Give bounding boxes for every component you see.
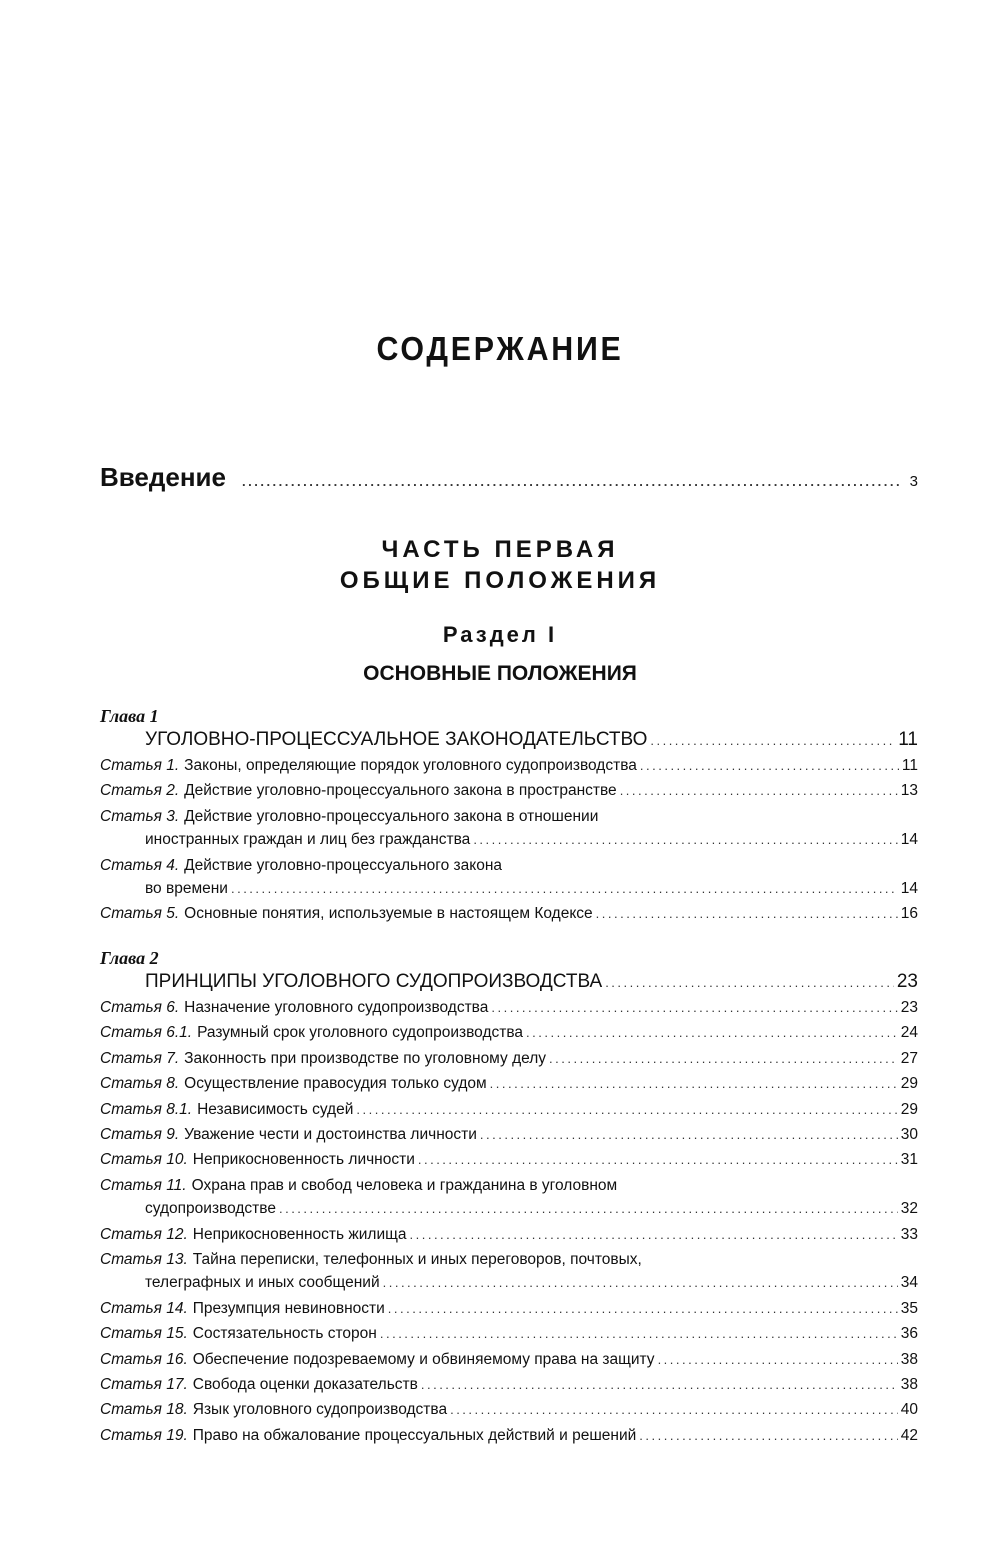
article-title-continuation: иностранных граждан и лиц без гражданства bbox=[145, 831, 471, 849]
article-title: Действие уголовно-процессуального закона в пространстве bbox=[184, 782, 617, 800]
dot-leader bbox=[279, 1201, 898, 1216]
article-title-continuation: телеграфных и иных сообщений bbox=[145, 1274, 380, 1292]
article-entry[interactable] bbox=[100, 757, 918, 775]
page-number: 11 bbox=[901, 757, 918, 774]
section-title: ОСНОВНЫЕ ПОЛОЖЕНИЯ bbox=[363, 662, 637, 685]
page-number: 38 bbox=[900, 1350, 918, 1368]
article-entry[interactable] bbox=[100, 1300, 918, 1318]
article-entry[interactable] bbox=[100, 1101, 918, 1119]
article-number: Статья 4. bbox=[100, 856, 180, 874]
article-title: Тайна переписки, телефонных и иных переговоров, почтовых, bbox=[192, 1251, 642, 1268]
article-entry-first-line[interactable] bbox=[100, 1251, 642, 1269]
dot-leader bbox=[410, 1227, 898, 1242]
article-title: Неприкосновенность личности bbox=[192, 1151, 415, 1169]
page-number: 23 bbox=[900, 999, 918, 1016]
article-title: Законы, определяющие порядок уголовного судопроизводства bbox=[184, 757, 637, 774]
dot-leader bbox=[491, 1000, 897, 1015]
article-entry-first-line[interactable] bbox=[100, 1177, 617, 1195]
page-number: 35 bbox=[900, 1299, 918, 1317]
dot-leader bbox=[639, 1428, 897, 1443]
article-title: Осуществление правосудия только судом bbox=[184, 1075, 487, 1093]
article-entry[interactable] bbox=[100, 1401, 918, 1419]
article-title: Действие уголовно-процессуального закона в отношении bbox=[184, 807, 599, 825]
article-entry[interactable] bbox=[100, 1075, 918, 1093]
article-entry[interactable] bbox=[100, 782, 918, 800]
chapter-title: УГОЛОВНО-ПРОЦЕССУАЛЬНОЕ ЗАКОНОДАТЕЛЬСТВО bbox=[145, 729, 648, 750]
article-number: Статья 7. bbox=[100, 1049, 180, 1067]
article-entry-continuation[interactable] bbox=[145, 880, 918, 898]
article-entry[interactable] bbox=[100, 1050, 918, 1068]
article-title: Охрана прав и свобод человека и гражданина в уголовном bbox=[191, 1176, 618, 1194]
article-number: Статья 16. bbox=[100, 1350, 188, 1368]
article-entry[interactable] bbox=[100, 1376, 918, 1394]
article-entry-first-line[interactable] bbox=[100, 808, 598, 826]
article-entry-continuation[interactable] bbox=[145, 1274, 918, 1292]
article-number: Статья 17. bbox=[100, 1376, 188, 1393]
article-number: Статья 9. bbox=[100, 1126, 180, 1143]
dot-leader bbox=[596, 906, 898, 921]
article-title: Презумпция невиновности bbox=[192, 1299, 385, 1317]
article-entry-continuation[interactable] bbox=[145, 831, 918, 849]
dot-leader bbox=[480, 1127, 898, 1142]
article-number: Статья 2. bbox=[100, 782, 180, 800]
dot-leader bbox=[242, 474, 903, 489]
article-number: Статья 5. bbox=[100, 905, 180, 923]
section-label: Раздел I bbox=[442, 622, 558, 647]
chapter-title-entry[interactable] bbox=[145, 729, 918, 751]
article-title: Состязательность сторон bbox=[192, 1325, 377, 1343]
article-entry[interactable] bbox=[100, 1151, 918, 1169]
article-entry[interactable] bbox=[100, 1351, 918, 1369]
page-number: 3 bbox=[909, 473, 918, 490]
dot-leader bbox=[418, 1152, 898, 1167]
dot-leader bbox=[473, 832, 897, 847]
dot-leader bbox=[421, 1377, 898, 1392]
dot-leader bbox=[640, 758, 899, 773]
page-number: 40 bbox=[900, 1401, 918, 1419]
article-number: Статья 19. bbox=[100, 1426, 188, 1444]
dot-leader bbox=[620, 783, 898, 798]
chapter-label: Глава 1 bbox=[100, 706, 159, 726]
article-entry[interactable] bbox=[100, 1325, 918, 1343]
article-title: Уважение чести и достоинства личности bbox=[184, 1126, 477, 1143]
article-entry-first-line[interactable] bbox=[100, 857, 502, 875]
article-entry[interactable] bbox=[100, 1024, 918, 1042]
page-number: 31 bbox=[900, 1151, 918, 1169]
article-title: Обеспечение подозреваемому и обвиняемому права на защиту bbox=[192, 1350, 655, 1368]
article-number: Статья 1. bbox=[100, 757, 180, 774]
part-heading-line1: ЧАСТЬ ПЕРВАЯ bbox=[381, 536, 619, 563]
article-number: Статья 11. bbox=[100, 1176, 187, 1194]
dot-leader bbox=[650, 733, 895, 748]
chapter-title-entry[interactable] bbox=[145, 971, 918, 993]
article-number: Статья 12. bbox=[100, 1225, 188, 1243]
article-number: Статья 13. bbox=[100, 1251, 188, 1268]
article-title: Основные понятия, используемые в настоящем Кодексе bbox=[184, 905, 593, 923]
article-entry-continuation[interactable] bbox=[145, 1200, 918, 1218]
dot-leader bbox=[658, 1352, 898, 1367]
article-entry[interactable] bbox=[100, 1126, 918, 1144]
page-number: 32 bbox=[900, 1200, 918, 1218]
article-title-continuation: судопроизводстве bbox=[145, 1200, 276, 1218]
dot-leader bbox=[605, 975, 894, 990]
page-number: 13 bbox=[900, 782, 918, 800]
page-number: 11 bbox=[898, 729, 918, 750]
dot-leader bbox=[450, 1402, 898, 1417]
article-title: Действие уголовно-процессуального закона bbox=[184, 856, 503, 874]
article-title: Язык уголовного судопроизводства bbox=[192, 1401, 448, 1419]
part-heading-line2: ОБЩИЕ ПОЛОЖЕНИЯ bbox=[339, 567, 661, 594]
article-title: Разумный срок уголовного судопроизводства bbox=[197, 1024, 524, 1042]
dot-leader bbox=[380, 1326, 898, 1341]
dot-leader bbox=[490, 1076, 898, 1091]
article-number: Статья 8. bbox=[100, 1075, 180, 1093]
dot-leader bbox=[231, 881, 898, 896]
article-title-continuation: во времени bbox=[145, 880, 228, 897]
article-title: Независимость судей bbox=[197, 1100, 354, 1118]
page-number: 23 bbox=[896, 971, 918, 992]
page-number: 29 bbox=[900, 1075, 918, 1093]
page-number: 30 bbox=[900, 1126, 918, 1143]
page-number: 16 bbox=[900, 905, 918, 923]
article-number: Статья 6. bbox=[100, 999, 180, 1016]
page-number: 24 bbox=[900, 1024, 918, 1042]
article-title: Законность при производстве по уголовному делу bbox=[184, 1049, 547, 1067]
page-number: 34 bbox=[900, 1274, 918, 1292]
page-number: 36 bbox=[900, 1325, 918, 1343]
dot-leader bbox=[356, 1102, 897, 1117]
article-entry[interactable] bbox=[100, 1226, 918, 1244]
page-number: 33 bbox=[900, 1225, 918, 1243]
article-title: Назначение уголовного судопроизводства bbox=[184, 999, 489, 1016]
chapter-label: Глава 2 bbox=[100, 948, 159, 968]
article-entry[interactable] bbox=[100, 1427, 918, 1445]
dot-leader bbox=[388, 1301, 898, 1316]
article-entry[interactable] bbox=[100, 905, 918, 923]
article-title: Право на обжалование процессуальных действий и решений bbox=[192, 1426, 637, 1444]
page-number: 27 bbox=[900, 1049, 918, 1067]
article-title: Свобода оценки доказательств bbox=[192, 1376, 418, 1393]
chapter-title: ПРИНЦИПЫ УГОЛОВНОГО СУДОПРОИЗВОДСТВА bbox=[145, 971, 603, 992]
page-title: СОДЕРЖАНИЕ bbox=[376, 330, 624, 367]
article-number: Статья 8.1. bbox=[100, 1100, 193, 1118]
article-number: Статья 18. bbox=[100, 1401, 188, 1419]
dot-leader bbox=[549, 1051, 898, 1066]
article-title: Неприкосновенность жилища bbox=[192, 1225, 407, 1243]
article-number: Статья 3. bbox=[100, 807, 180, 825]
article-entry[interactable] bbox=[100, 999, 918, 1017]
entry-label: Введение bbox=[100, 462, 226, 492]
page-number: 14 bbox=[900, 880, 918, 897]
dot-leader bbox=[383, 1275, 898, 1290]
article-number: Статья 15. bbox=[100, 1325, 188, 1343]
article-number: Статья 14. bbox=[100, 1299, 188, 1317]
dot-leader bbox=[526, 1025, 898, 1040]
page-number: 38 bbox=[900, 1376, 918, 1393]
page-number: 29 bbox=[900, 1100, 918, 1118]
page-number: 14 bbox=[900, 831, 918, 849]
page-number: 42 bbox=[900, 1426, 918, 1444]
article-number: Статья 10. bbox=[100, 1151, 188, 1169]
toc-entry-introduction[interactable] bbox=[100, 462, 918, 493]
article-number: Статья 6.1. bbox=[100, 1024, 193, 1042]
